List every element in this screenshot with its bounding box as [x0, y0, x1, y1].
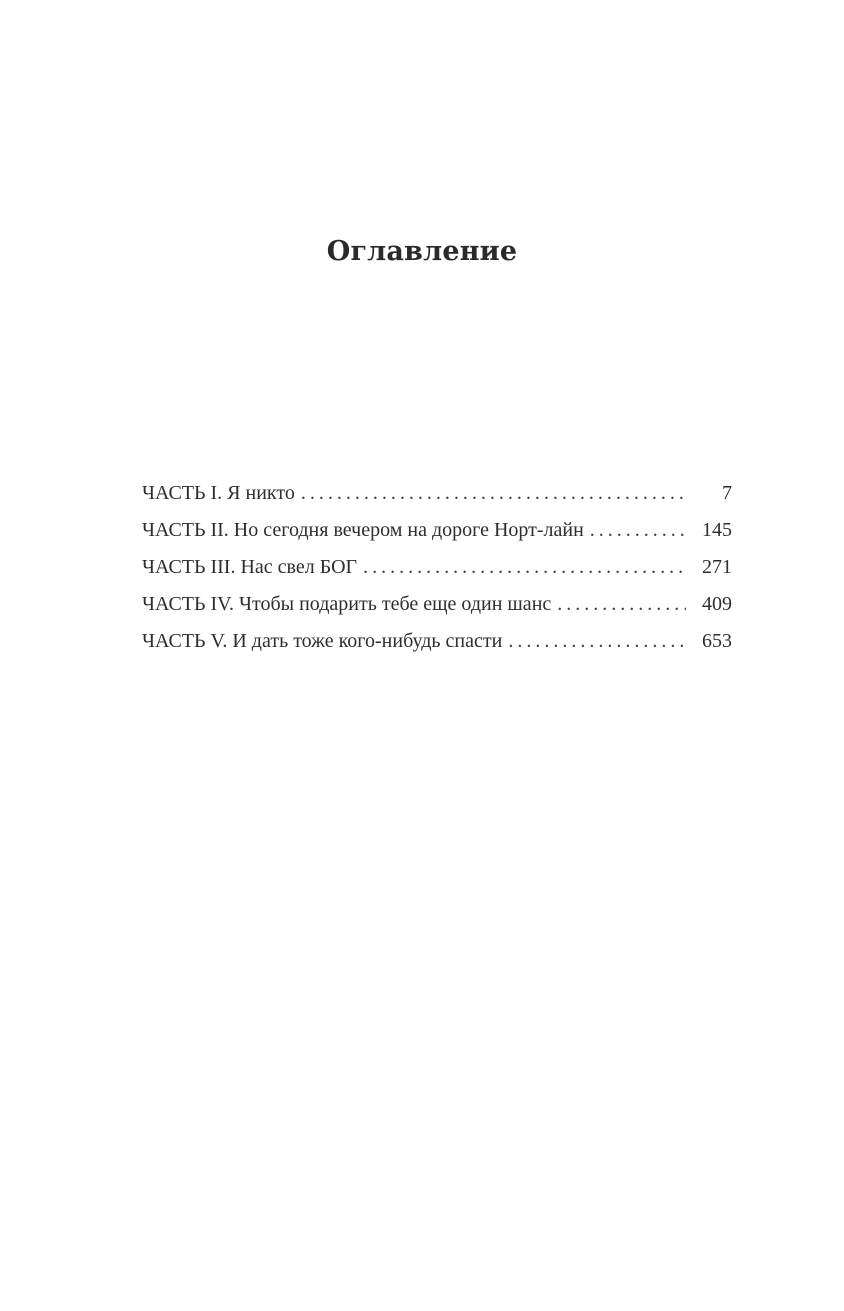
toc-entry-page-number: 653 — [702, 630, 732, 652]
toc-entry-label: ЧАСТЬ IV. Чтобы подарить тебе еще один шанс — [142, 593, 552, 615]
dot-leader — [363, 554, 686, 580]
toc-entry-label: ЧАСТЬ I. Я никто — [142, 482, 295, 504]
toc-entry-page-number: 7 — [722, 482, 732, 504]
toc-entry-label: ЧАСТЬ V. И дать тоже кого-нибудь спасти — [142, 630, 503, 652]
toc-entry-part-4[interactable] — [142, 591, 732, 628]
toc-entry-label: ЧАСТЬ II. Но сегодня вечером на дороге Норт-лайн — [142, 519, 584, 541]
table-of-contents — [142, 480, 732, 665]
toc-entry-label: ЧАСТЬ III. Нас свел БОГ — [142, 556, 358, 578]
toc-entry-part-2[interactable] — [142, 517, 732, 554]
toc-entry-part-1[interactable] — [142, 480, 732, 517]
dot-leader — [590, 517, 686, 543]
toc-entry-page-number: 145 — [702, 519, 732, 541]
page-title: Оглавление — [326, 236, 518, 267]
toc-entry-part-5[interactable] — [142, 628, 732, 665]
toc-entry-page-number: 409 — [702, 593, 732, 615]
dot-leader — [508, 628, 686, 654]
toc-entry-part-3[interactable] — [142, 554, 732, 591]
dot-leader — [301, 480, 686, 506]
toc-entry-page-number: 271 — [702, 556, 732, 578]
dot-leader — [557, 591, 686, 617]
